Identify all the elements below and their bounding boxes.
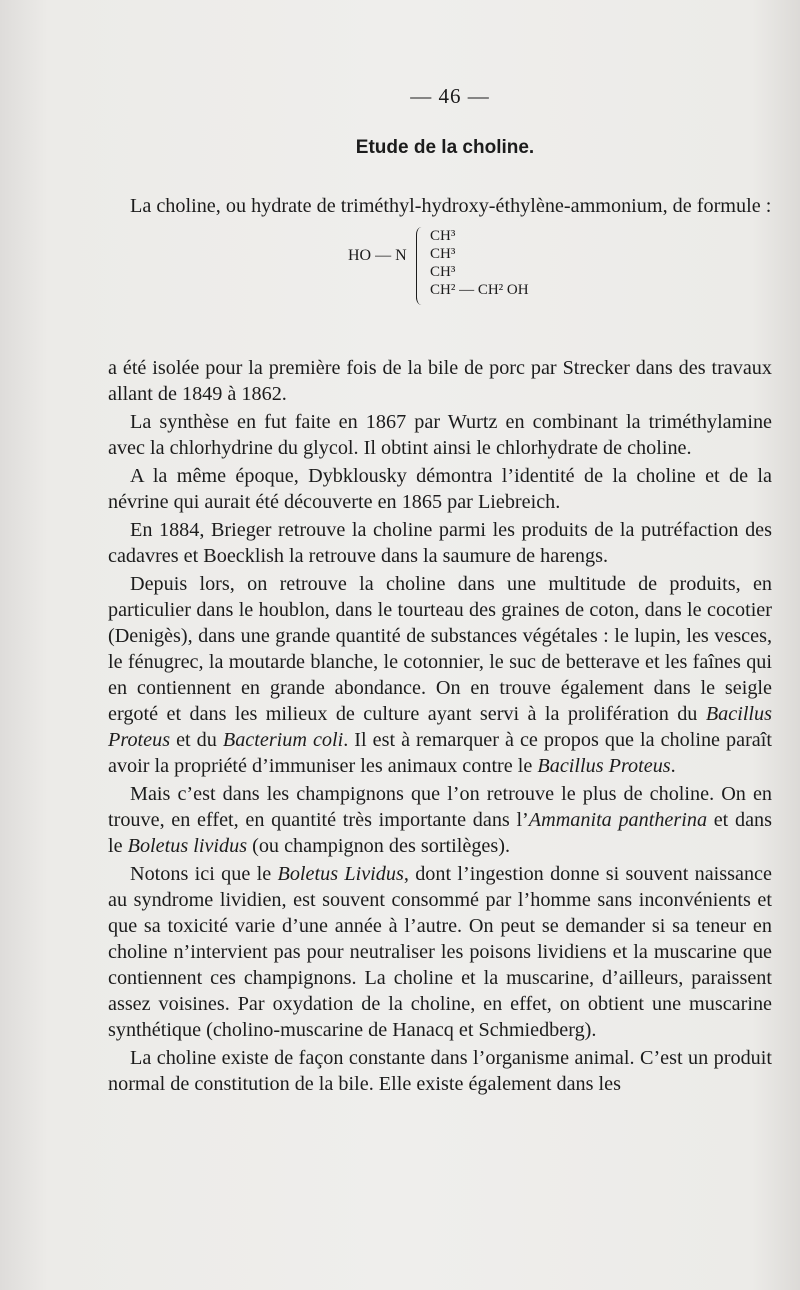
formula-group: CH³ (430, 246, 456, 262)
formula-group: CH² — CH² OH (430, 282, 529, 298)
paragraph-4: En 1884, Brieger retrouve la choline parmi les produits de la putréfaction des cadavres et Boecklish la retrouve dans la saumure de harengs. (108, 519, 772, 567)
text-run: et du (170, 729, 223, 751)
species-name: Boletus lividus (127, 835, 248, 857)
page-number: — 46 — (410, 84, 490, 108)
paragraph-8: La choline existe de façon constante dans l’organisme animal. C’est un produit normal de constitution de la bile. Elle existe également dans les (108, 1047, 772, 1095)
paragraph-3: A la même époque, Dybklousky démontra l’identité de la choline et de la névrine qui aurait été découverte en 1865 par Liebreich. (108, 465, 772, 513)
formula-left: HO — N (348, 247, 407, 264)
species-name: Bacillus Proteus (537, 755, 671, 777)
species-name: Bacterium coli (222, 729, 344, 751)
text-run: Mais c’est dans les champignons que l’on retrouve le plus de choline. On en trouve, en effet, en quantité très importante dans l’ (108, 783, 772, 831)
paragraph-1: a été isolée pour la première fois de la bile de porc par Strecker dans des travaux allant de 1849 à 1862. (108, 357, 772, 405)
chemical-formula (108, 227, 772, 345)
formula-brace (416, 227, 427, 305)
species-name: Ammanita pantherina (528, 809, 708, 831)
section-title: Etude de la choline. (355, 137, 535, 158)
text-run: Depuis lors, on retrouve la choline dans une multitude de produits, en particulier dans le houblon, dans le tourteau des graines de coton, dans le cocotier (Denigès), dans une grande quantité de substances végétales : le lupin, les vesces, le fénugrec, la moutarde blanche, le cotonnier, le suc de betterave et les faînes qui en contiennent en grande abondance. On en trouve également dans le seigle ergoté et dans les milieux de culture ayant servi à la prolifération du (108, 573, 772, 725)
text-run: , dont l’ingestion donne si souvent naissance au syndrome lividien, est souvent consommé par l’homme sans inconvénients et que sa toxicité varie d’une année à l’autre. On peut se demander si sa teneur en choline n’intervient pas pour neutraliser les poisons lividiens et la muscarine que contiennent ces champignons. La choline et la muscarine, d’ailleurs, paraissent assez voisines. Par oxydation de la choline, en effet, on obtient une muscarine synthétique (cholino-muscarine de Hanacq et Schmiedberg). (108, 863, 772, 1041)
formula-group: CH³ (430, 228, 456, 244)
paragraph-2: La synthèse en fut faite en 1867 par Wurtz en combinant la triméthylamine avec la chlorhydrine du glycol. Il obtint ainsi le chlorhydrate de choline. (108, 411, 772, 459)
intro-paragraph: La choline, ou hydrate de triméthyl-hydroxy-éthylène-ammonium, de formule : (130, 195, 772, 217)
formula-groups (430, 227, 529, 299)
text-run: (ou champignon des sortilèges). (247, 835, 511, 857)
species-name: Boletus Lividus (277, 863, 404, 885)
paragraph-7 (108, 861, 772, 1043)
text-run: Notons ici que le (130, 863, 278, 885)
paragraph-6 (108, 781, 772, 859)
text-run: . Il est à remarquer à ce propos que la choline paraît avoir la propriété d’immuniser les animaux contre le (108, 729, 772, 777)
text-run: . (670, 755, 676, 777)
formula-group: CH³ (430, 264, 456, 280)
species-name: Bacillus Proteus (108, 703, 772, 751)
text-run: et dans le (108, 809, 772, 857)
paragraph-5 (108, 571, 772, 779)
